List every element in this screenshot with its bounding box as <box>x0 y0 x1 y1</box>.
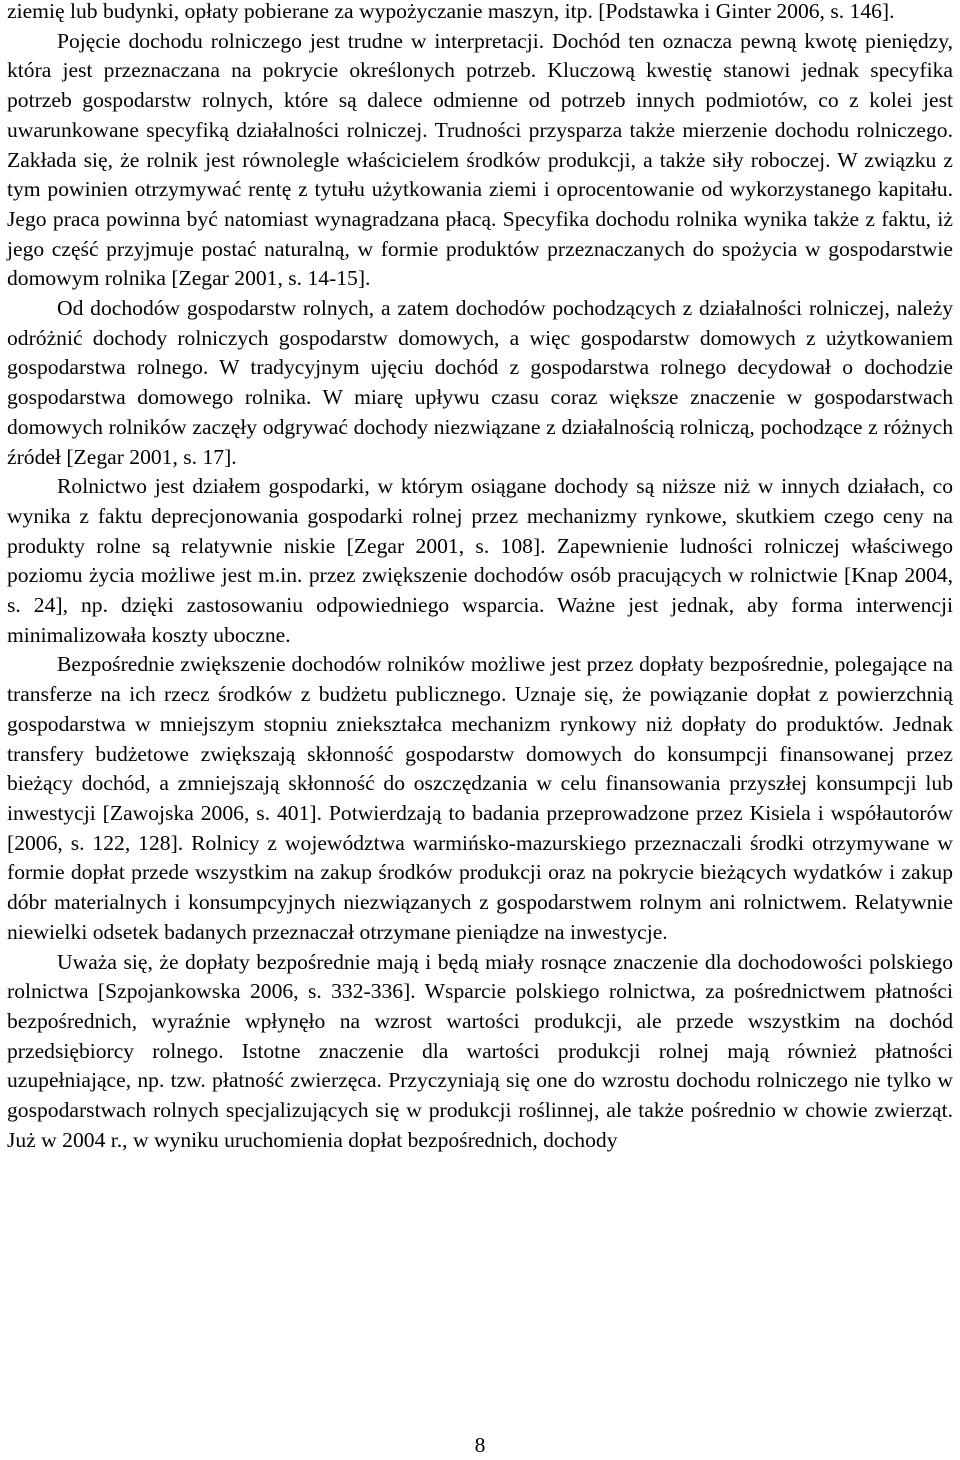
paragraph-continuation: ziemię lub budynki, opłaty pobierane za wypożyczanie maszyn, itp. [Podstawka i Ginter 2006, s. 146]. <box>7 0 895 23</box>
page-number: 8 <box>474 1433 486 1457</box>
paragraph-doplaty-bezposrednie: Bezpośrednie zwiększenie dochodów rolników możliwe jest przez dopłaty bezpośrednie, polegające na transferze na ich rzecz środków z budżetu publicznego. Uznaje się, że powiązanie dopłat z powierzchnią gospodarstwa w mniejszym stopniu zniekształca mechanizm rynkowy niż dopłaty do produktów. Jednak transfery budżetowe zwiększają skłonność gospodarstw domowych do konsumpcji finansowanej przez bieżący dochód, a zmniejszają skłonność do oszczędzania w celu finansowania przyszłej konsumpcji lub inwestycji [Zawojska 2006, s. 401]. Potwierdzają to badania przeprowadzone przez Kisiela i współautorów [2006, s. 122, 128]. Rolnicy z województwa warmińsko-mazurskiego przeznaczali środki otrzymywane w formie dopłat przede wszystkim na zakup środków produkcji oraz na pokrycie bieżących wydatków i zakup dóbr materialnych i konsumpcyjnych niezwiązanych z gospodarstwem rolnym ani rolnictwem. Relatywnie niewielki odsetek badanych przeznaczał otrzymane pieniądze na inwestycje. <box>7 652 953 944</box>
document-page <box>7 0 953 1155</box>
paragraph-dochod-rolniczy: Pojęcie dochodu rolniczego jest trudne w interpretacji. Dochód ten oznacza pewną kwotę pieniędzy, która jest przeznaczana na pokrycie określonych potrzeb. Kluczową kwestię stanowi jednak specyfika potrzeb gospodarstw rolnych, które są dalece odmienne od potrzeb innych podmiotów, co z kolei jest uwarunkowane specyfiką działalności rolniczej. Trudności przysparza także mierzenie dochodu rolniczego. Zakłada się, że rolnik jest równolegle właścicielem środków produkcji, a także siły roboczej. W związku z tym powinien otrzymywać rentę z tytułu użytkowania ziemi i oprocentowanie od wykorzystanego kapitału. Jego praca powinna być natomiast wynagradzana płacą. Specyfika dochodu rolnika wynika także z faktu, iż jego część przyjmuje postać naturalną, w formie produktów przeznaczanych do spożycia w gospodarstwie domowym rolnika [Zegar 2001, s. 14-15]. <box>7 28 953 291</box>
paragraph-uwaza-sie: Uważa się, że dopłaty bezpośrednie mają i będą miały rosnące znaczenie dla dochodowości polskiego rolnictwa [Szpojankowska 2006, s. 332-336]. Wsparcie polskiego rolnictwa, za pośrednictwem płatności bezpośrednich, wyraźnie wpłynęło na wzrost wartości produkcji, ale przede wszystkim na dochód przedsiębiorcy rolnego. Istotne znaczenie dla wartości produkcji rolnej mają również płatności uzupełniające, np. tzw. płatność zwierzęca. Przyczyniają się one do wzrostu dochodu rolniczego nie tylko w gospodarstwach rolnych specjalizujących się w produkcji roślinnej, ale także pośrednio w chowie zwierząt. Już w 2004 r., w wyniku uruchomienia dopłat bezpośrednich, dochody <box>7 949 953 1152</box>
paragraph-dochody-gospodarstw: Od dochodów gospodarstw rolnych, a zatem dochodów pochodzących z działalności rolniczej, należy odróżnić dochody rolniczych gospodarstw domowych, a więc gospodarstw domowych z użytkowaniem gospodarstwa rolnego. W tradycyjnym ujęciu dochód z gospodarstwa rolnego decydował o dochodzie gospodarstwa domowego rolnika. W miarę upływu czasu coraz większe znaczenie w gospodarstwach domowych rolników zaczęły odgrywać dochody niezwiązane z działalnością rolniczą, pochodzące z różnych źródeł [Zegar 2001, s. 17]. <box>7 296 953 469</box>
paragraph-rolnictwo: Rolnictwo jest działem gospodarki, w którym osiągane dochody są niższe niż w innych działach, co wynika z faktu deprecjonowania gospodarki rolnej przez mechanizmy rynkowe, skutkiem czego ceny na produkty rolne są relatywnie niskie [Zegar 2001, s. 108]. Zapewnienie ludności rolniczej właściwego poziomu życia możliwe jest m.in. przez zwiększenie dochodów osób pracujących w rolnictwie [Knap 2004, s. 24], np. dzięki zastosowaniu odpowiedniego wsparcia. Ważne jest jednak, aby forma interwencji minimalizowała koszty uboczne. <box>7 474 953 647</box>
